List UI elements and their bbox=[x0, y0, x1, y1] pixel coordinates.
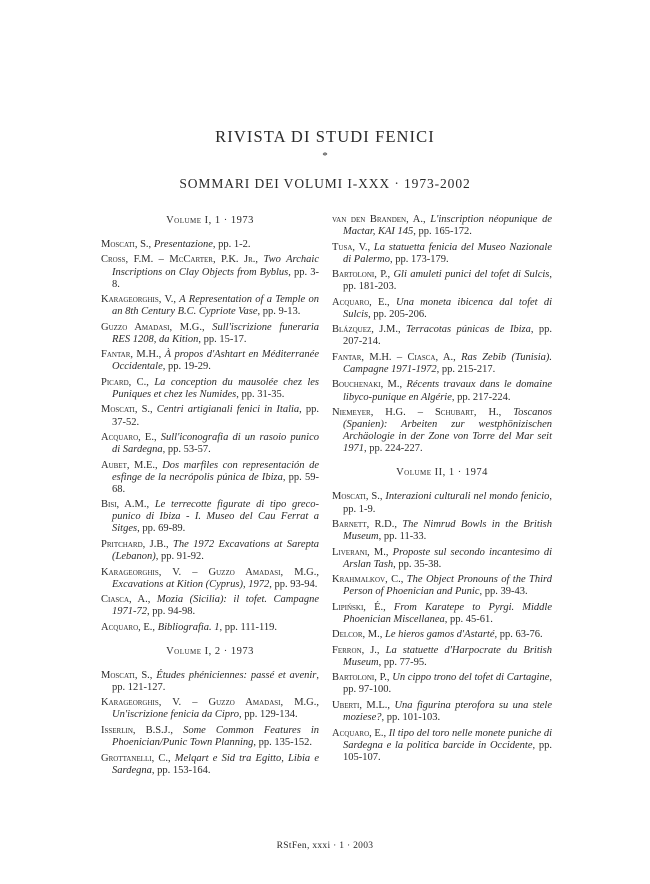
page-footer: RStFen, xxxi · 1 · 2003 bbox=[276, 841, 374, 851]
volume-number: I, 1 · 1973 bbox=[204, 215, 254, 226]
entry-author: Moscati, S., bbox=[332, 491, 383, 503]
volume-heading bbox=[332, 466, 552, 480]
bibliography-entry bbox=[101, 725, 319, 749]
entry-pages: , pp. 1-2. bbox=[212, 239, 251, 250]
entry-title: Un cippo trono del tofet di Cartagine bbox=[392, 672, 550, 684]
entry-pages: , pp. 31-35. bbox=[236, 388, 285, 400]
bibliography-entry bbox=[332, 269, 552, 293]
entry-list bbox=[101, 670, 319, 777]
entry-pages: , pp. 19-29. bbox=[162, 361, 211, 373]
entry-title: Melqart e Sid tra Egitto, Libia e Sardegna bbox=[112, 752, 319, 776]
bibliography-entry bbox=[332, 519, 552, 543]
entry-pages: , pp. 37-52. bbox=[112, 404, 320, 428]
bibliography-entry bbox=[332, 242, 552, 266]
entry-author: Guzzo Amadasi, M.G., bbox=[101, 321, 205, 333]
bibliography-entry bbox=[332, 672, 552, 696]
entry-pages: , pp. 217-224. bbox=[451, 391, 511, 403]
entry-author: Fantar, M.H., bbox=[101, 349, 162, 361]
entry-pages: , pp. 45-61. bbox=[444, 613, 493, 625]
entry-title: The 1972 Excavations at Sarepta (Lebanon) bbox=[112, 538, 320, 563]
bibliography-entry bbox=[101, 622, 319, 634]
entry-title: Il tipo del toro nelle monete puniche di Sardegna e la politica barcide in Occidente bbox=[343, 727, 552, 751]
volume-label: Volume bbox=[166, 215, 202, 226]
entry-pages: , pp. 173-179. bbox=[389, 253, 449, 265]
entry-author: Isserlin, B.S.J., bbox=[101, 724, 174, 736]
entry-pages: , pp. 153-164. bbox=[151, 764, 211, 776]
entry-title: L'inscription néopunique de Mactar, KAI 145 bbox=[343, 214, 553, 238]
entry-pages: , pp. 53-57. bbox=[162, 444, 211, 456]
entry-author: Tusa, V., bbox=[332, 241, 371, 253]
entry-author: Lipiński, É., bbox=[332, 601, 386, 613]
entry-title: Dos marfiles con representación de esfinge de la necrópolis púnica de Ibiza bbox=[112, 459, 319, 483]
entry-pages: , pp. 63-76. bbox=[494, 629, 543, 641]
entry-author: Liverani, M., bbox=[332, 546, 389, 558]
entry-author: Ciasca, A., bbox=[101, 594, 151, 606]
bibliography-entry bbox=[332, 645, 552, 669]
entry-pages: , pp. 135-152. bbox=[253, 737, 312, 749]
entry-author: Karageorghis, V., bbox=[101, 294, 176, 306]
entry-author: Bisi, A.M., bbox=[101, 499, 150, 511]
bibliography-entry bbox=[101, 239, 319, 251]
bibliography-entry bbox=[332, 379, 552, 403]
bibliography-entry bbox=[101, 697, 319, 721]
journal-title: RIVISTA DI STUDI FENICI bbox=[215, 127, 435, 146]
bibliography-entry bbox=[101, 377, 319, 401]
bibliography-entry bbox=[101, 539, 319, 563]
entry-author: Acquaro, E., bbox=[332, 296, 390, 308]
entry-author: Grottanelli, C., bbox=[101, 752, 171, 764]
entry-author: Krahmalkov, C., bbox=[332, 574, 404, 586]
entry-title: A Representation of a Temple on an 8th Century B.C. Cypriote Vase bbox=[112, 294, 319, 318]
entry-pages: , pp. 129-134. bbox=[238, 709, 298, 721]
bibliography-entry bbox=[332, 214, 552, 238]
entry-author: Barnett, R.D., bbox=[332, 519, 398, 530]
entry-author: Moscati, S., bbox=[101, 404, 153, 416]
entry-title: From Karatepe to Pyrgi. Middle Phoenician Miscellanea bbox=[343, 601, 553, 625]
entry-title: Ras Zebib (Tunisia). Campagne 1971-1972 bbox=[343, 351, 553, 375]
entry-pages: , pp. 215-217. bbox=[436, 363, 496, 375]
volume-number: I, 2 · 1973 bbox=[204, 645, 254, 657]
entry-author: Pritchard, J.B., bbox=[101, 538, 169, 550]
entry-pages: , pp. 207-214. bbox=[343, 324, 552, 348]
entry-title: Un'iscrizione fenicia da Cipro bbox=[112, 709, 239, 721]
bibliography-entry bbox=[332, 629, 552, 641]
entry-title: Mozia (Sicilia): il tofet. Campagne 1971-72 bbox=[112, 594, 320, 618]
entry-title: Gli amuleti punici del tofet di Sulcis bbox=[393, 269, 550, 281]
bibliography-entry bbox=[101, 670, 319, 694]
bibliography-entry bbox=[332, 491, 552, 515]
entry-pages: , pp. 181-203. bbox=[343, 269, 553, 293]
entry-title: Two Archaic Inscriptions on Clay Objects from Byblus bbox=[112, 254, 319, 278]
entry-title: Una figurina pteroforа su una stele moziese? bbox=[343, 699, 552, 724]
entry-author: Bartoloni, P., bbox=[332, 672, 390, 684]
bibliography-entry bbox=[332, 574, 552, 598]
right-column bbox=[332, 214, 552, 767]
entry-author: Aubet, M.E., bbox=[101, 459, 158, 471]
entry-author: Acquaro, E., bbox=[332, 727, 387, 739]
bibliography-entry bbox=[332, 700, 552, 724]
bibliography-entry bbox=[332, 352, 552, 376]
entry-pages: , pp. 9-13. bbox=[257, 306, 301, 318]
entry-list bbox=[332, 491, 552, 763]
entry-title: Le hieros gamos d'Astarté bbox=[385, 629, 495, 641]
entry-author: Bouchenaki, M., bbox=[332, 379, 403, 391]
bibliography-entry bbox=[332, 602, 552, 626]
entry-title: La conception du mausolée chez les Puniques et chez les Numides bbox=[112, 376, 320, 400]
bibliography-entry bbox=[332, 297, 552, 321]
bibliography-entry bbox=[101, 432, 319, 456]
entry-pages: , pp. 97-100. bbox=[343, 672, 553, 696]
entry-author: Uberti, M.L., bbox=[332, 699, 391, 711]
entry-pages: , pp. 59-68. bbox=[112, 471, 319, 495]
bibliography-entry bbox=[332, 407, 552, 455]
left-column bbox=[101, 214, 319, 780]
page-subtitle: SOMMARI DEI VOLUMI I-XXX · 1973-2002 bbox=[179, 176, 471, 191]
entry-title: Le terrecotte figurate di tipo greco-punico di Ibiza - I. Museo del Cau Ferrat a Sitges bbox=[112, 499, 319, 535]
entry-list bbox=[101, 239, 319, 634]
entry-title: Una moneta ibicenca dal tofet di Sulcis bbox=[343, 296, 552, 320]
entry-title: Interazioni culturali nel mondo fenicio bbox=[385, 491, 550, 503]
bibliography-entry bbox=[101, 404, 319, 428]
entry-pages: , pp. 205-206. bbox=[368, 308, 427, 320]
entry-title: Toscanos (Spanien): Arbeiten zur westphönizischen Archäologie in der Zone von Torre del Mar seit 1971 bbox=[343, 407, 552, 455]
entry-pages: , pp. 39-43. bbox=[479, 586, 528, 598]
entry-pages: , pp. 165-172. bbox=[413, 226, 472, 238]
entry-pages: , pp. 11-33. bbox=[378, 531, 427, 543]
star-ornament: * bbox=[322, 150, 328, 162]
entry-author: Fantar, M.H. – Ciasca, A., bbox=[332, 351, 456, 363]
entry-pages: , pp. 35-38. bbox=[393, 558, 442, 570]
entry-title: Terracotas púnicas de Ibiza bbox=[405, 324, 531, 336]
entry-pages: , pp. 224-227. bbox=[364, 443, 423, 455]
entry-pages: , pp. 69-89. bbox=[137, 523, 186, 535]
entry-author: Delcor, M., bbox=[332, 629, 383, 641]
entry-author: Ferron, J., bbox=[332, 644, 380, 656]
entry-pages: , pp. 91-92. bbox=[155, 551, 204, 563]
entry-pages: , pp. 15-17. bbox=[198, 333, 247, 345]
volume-label: Volume bbox=[396, 467, 432, 479]
bibliography-entry bbox=[332, 547, 552, 571]
entry-author: Moscati, S., bbox=[101, 239, 152, 250]
entry-pages: , pp. 105-107. bbox=[343, 739, 552, 763]
entry-title: Sull'iscrizione funeraria RES 1208, da Kition bbox=[112, 321, 319, 345]
bibliography-entry bbox=[332, 324, 552, 348]
bibliography-entry bbox=[101, 294, 319, 318]
entry-pages: , pp. 111-119. bbox=[219, 621, 277, 633]
entry-pages: , pp. 3-8. bbox=[112, 266, 319, 290]
entry-author: Bartoloni, P., bbox=[332, 269, 391, 281]
entry-title: Sull'iconografia di un rasoio punico di Sardegna bbox=[112, 432, 320, 456]
entry-author: van den Branden, A., bbox=[332, 214, 426, 225]
bibliography-entry bbox=[101, 594, 319, 618]
entry-title: Some Common Features in Phoenician/Punic Town Planning bbox=[112, 724, 320, 749]
entry-author: Karageorghis, V. – Guzzo Amadasi, M.G., bbox=[101, 566, 319, 578]
entry-title: The Object Pronouns of the Third Person of Phoenician and Punic bbox=[343, 574, 552, 598]
entry-pages: , pp. 93-94. bbox=[269, 578, 318, 590]
entry-pages: , pp. 121-127. bbox=[112, 669, 320, 693]
entry-title: La statuette d'Harpocrate du British Museum bbox=[343, 644, 552, 668]
entry-pages: , pp. 77-95. bbox=[378, 656, 427, 668]
bibliography-entry bbox=[101, 322, 319, 346]
entry-author: Karageorghis, V. – Guzzo Amadasi, M.G., bbox=[101, 697, 319, 709]
bibliography-entry bbox=[101, 349, 319, 373]
entry-title: Études phéniciennes: passé et avenir bbox=[156, 669, 317, 681]
entry-author: Acquaro, E., bbox=[101, 621, 156, 633]
volume-label: Volume bbox=[166, 645, 202, 657]
entry-list bbox=[332, 214, 552, 455]
entry-title: The Nimrud Bowls in the British Museum bbox=[343, 519, 553, 543]
entry-author: Niemeyer, H.G. – Schubart, H., bbox=[332, 407, 502, 419]
bibliography-entry bbox=[101, 460, 319, 496]
entry-author: Moscati, S., bbox=[101, 669, 153, 681]
bibliography-entry bbox=[101, 567, 319, 591]
entry-title: Presentazione bbox=[153, 239, 213, 250]
entry-title: La statuetta fenicia del Museo Nazionale di Palermo bbox=[343, 241, 552, 265]
entry-author: Cross, F.M. – McCarter, P.K. Jr., bbox=[101, 254, 259, 266]
bibliography-entry bbox=[101, 753, 319, 777]
entry-author: Acquaro, E., bbox=[101, 432, 157, 444]
bibliography-entry bbox=[101, 254, 319, 290]
entry-title: Récents travaux dans le domaine libyco-punique en Algérie bbox=[343, 379, 552, 403]
entry-title: Bibliografia. 1 bbox=[157, 621, 220, 633]
entry-title: Centri artigianali fenici in Italia bbox=[156, 404, 300, 416]
entry-pages: , pp. 1-9. bbox=[343, 491, 552, 515]
volume-heading bbox=[101, 214, 319, 228]
entry-pages: , pp. 101-103. bbox=[381, 712, 441, 724]
entry-author: Blázquez, J.M., bbox=[332, 324, 401, 336]
volume-heading bbox=[101, 645, 319, 659]
entry-pages: , pp. 94-98. bbox=[147, 606, 196, 618]
entry-title: À propos d'Ashtart en Méditerranée Occidentale bbox=[112, 349, 320, 373]
entry-title: Excavations at Kition (Cyprus), 1972 bbox=[112, 578, 270, 590]
entry-title: Proposte sul secondo incantesimo di Arslan Tash bbox=[343, 546, 553, 570]
volume-number: II, 1 · 1974 bbox=[434, 467, 488, 479]
entry-author: Picard, C., bbox=[101, 376, 149, 388]
bibliography-entry bbox=[332, 728, 552, 764]
bibliography-entry bbox=[101, 499, 319, 535]
